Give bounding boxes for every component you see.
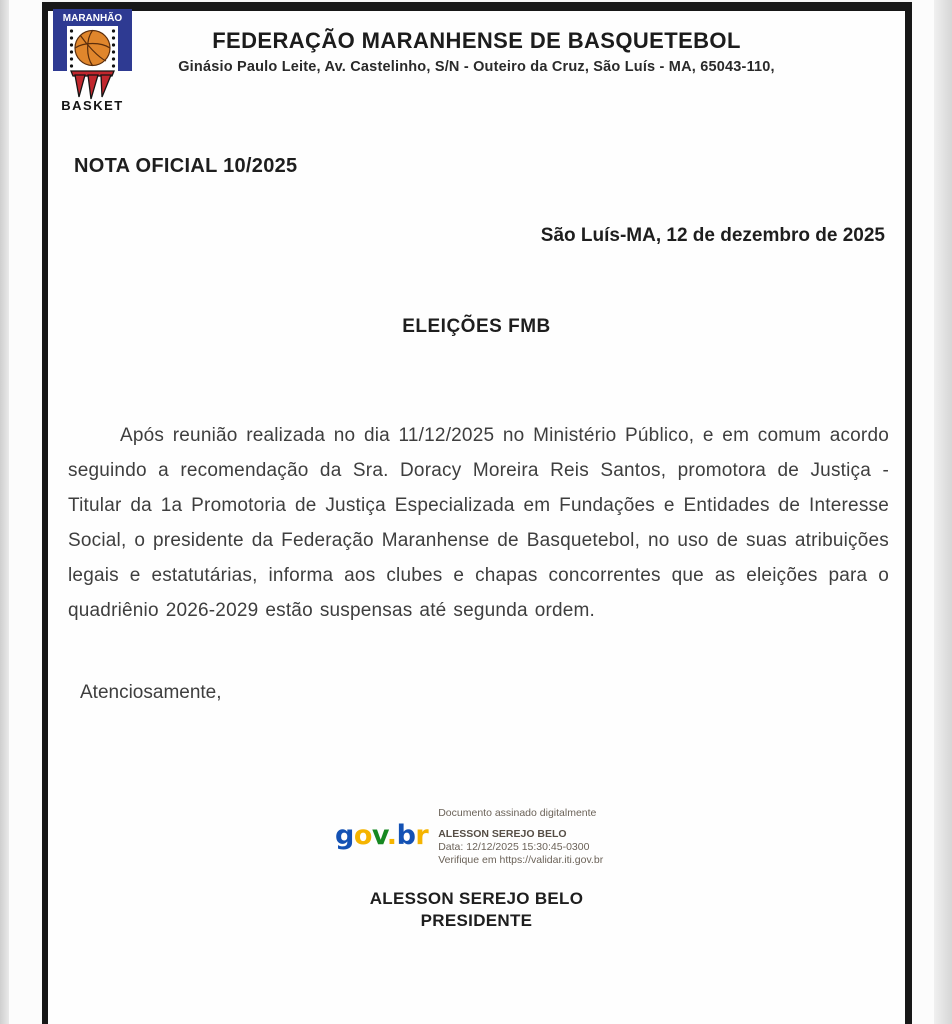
logo-state-label: MARANHÃO [62, 13, 123, 24]
stamp-signer-name: ALESSON SEREJO BELO [438, 828, 567, 840]
basket-net-icon [71, 71, 114, 99]
logo-basket-label: BASKET [61, 98, 124, 113]
body-paragraph: Após reunião realizada no dia 11/12/2025 no Ministério Público, e em comum acordo seguindo a recomendação da Sra. Doracy Moreira Reis Santos, promotora de Justiça - Titular da 1a Promotoria de Justiça Especializada em Fundações e Entidades de Interesse Social, o presidente da Federação Maranhense de Basquetebol, no uso de suas atribuições legais e estatutárias, informa aos clubes e chapas concorrentes que as eleições para o quadriênio 2026-2029 estão suspensas até segunda ordem. [68, 425, 889, 621]
closing-line: Atenciosamente, [80, 682, 222, 703]
signature-block [48, 888, 905, 932]
subject-line: ELEIÇÕES FMB [402, 316, 551, 337]
org-name: FEDERAÇÃO MARANHENSE DE BASQUETEBOL [212, 28, 741, 53]
govbr-letter: v [371, 820, 387, 851]
scan-margin-right [912, 0, 934, 1024]
org-address: Ginásio Paulo Leite, Av. Castelinho, S/N - Outeiro da Cruz, São Luís - MA, 65043-110, [178, 59, 775, 75]
dateline: São Luís-MA, 12 de dezembro de 2025 [540, 225, 885, 246]
document-reference: NOTA OFICIAL 10/2025 [74, 155, 298, 177]
govbr-letter: g [335, 820, 354, 851]
stamp-header: Documento assinado digitalmente [438, 807, 597, 819]
govbr-letter: r [415, 820, 429, 851]
govbr-letter: b [396, 820, 416, 851]
signer-name: ALESSON SEREJO BELO [369, 889, 584, 908]
stamp-date: Data: 12/12/2025 15:30:45-0300 [438, 841, 590, 853]
govbr-logo-icon [335, 820, 428, 851]
govbr-letter: . [386, 820, 397, 851]
stamp-verify-url: Verifique em https://validar.iti.gov.br [438, 854, 604, 866]
digital-signature-stamp [335, 807, 603, 867]
scan-edge-left [0, 0, 9, 1024]
scan-edge-right [934, 0, 952, 1024]
govbr-letter: o [353, 820, 372, 851]
letterhead [48, 28, 905, 75]
scan-margin-left [9, 0, 42, 1024]
letter-page [42, 2, 912, 1024]
signer-title: PRESIDENTE [420, 911, 533, 930]
